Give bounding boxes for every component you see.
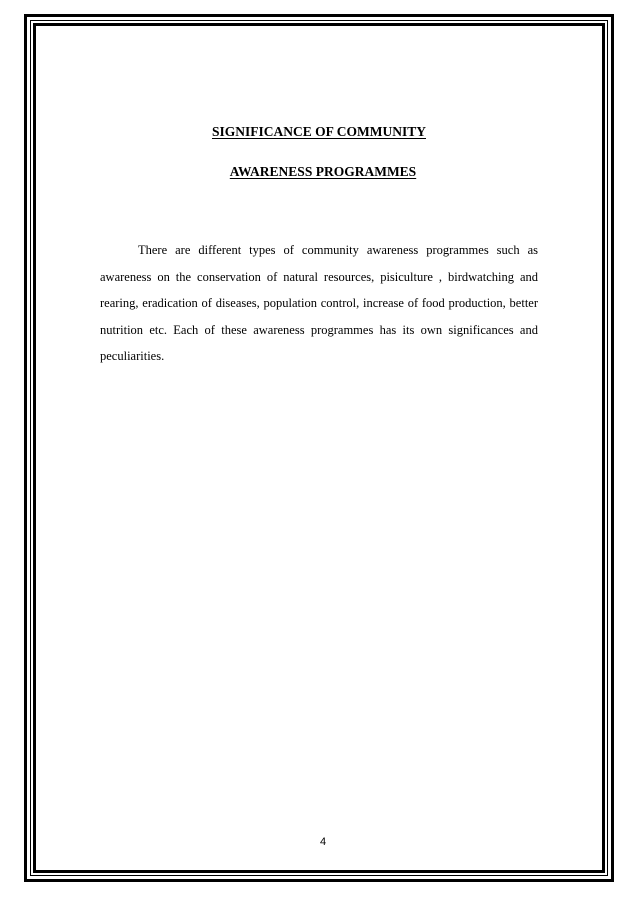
heading-line-2: AWARENESS PROGRAMMES <box>229 164 417 179</box>
page-border-inner <box>33 23 605 873</box>
page-number: 4 <box>319 836 327 848</box>
heading-line-1: SIGNIFICANCE OF COMMUNITY <box>211 124 426 139</box>
body-paragraph: There are different types of community awareness programmes such as awareness on the conservation of natural resources, pisiculture , birdwatching and rearing, eradication of diseases, population control, increase of food production, better nutrition etc. Each of these awareness programmes has its own significances and peculiarities. <box>100 243 538 363</box>
